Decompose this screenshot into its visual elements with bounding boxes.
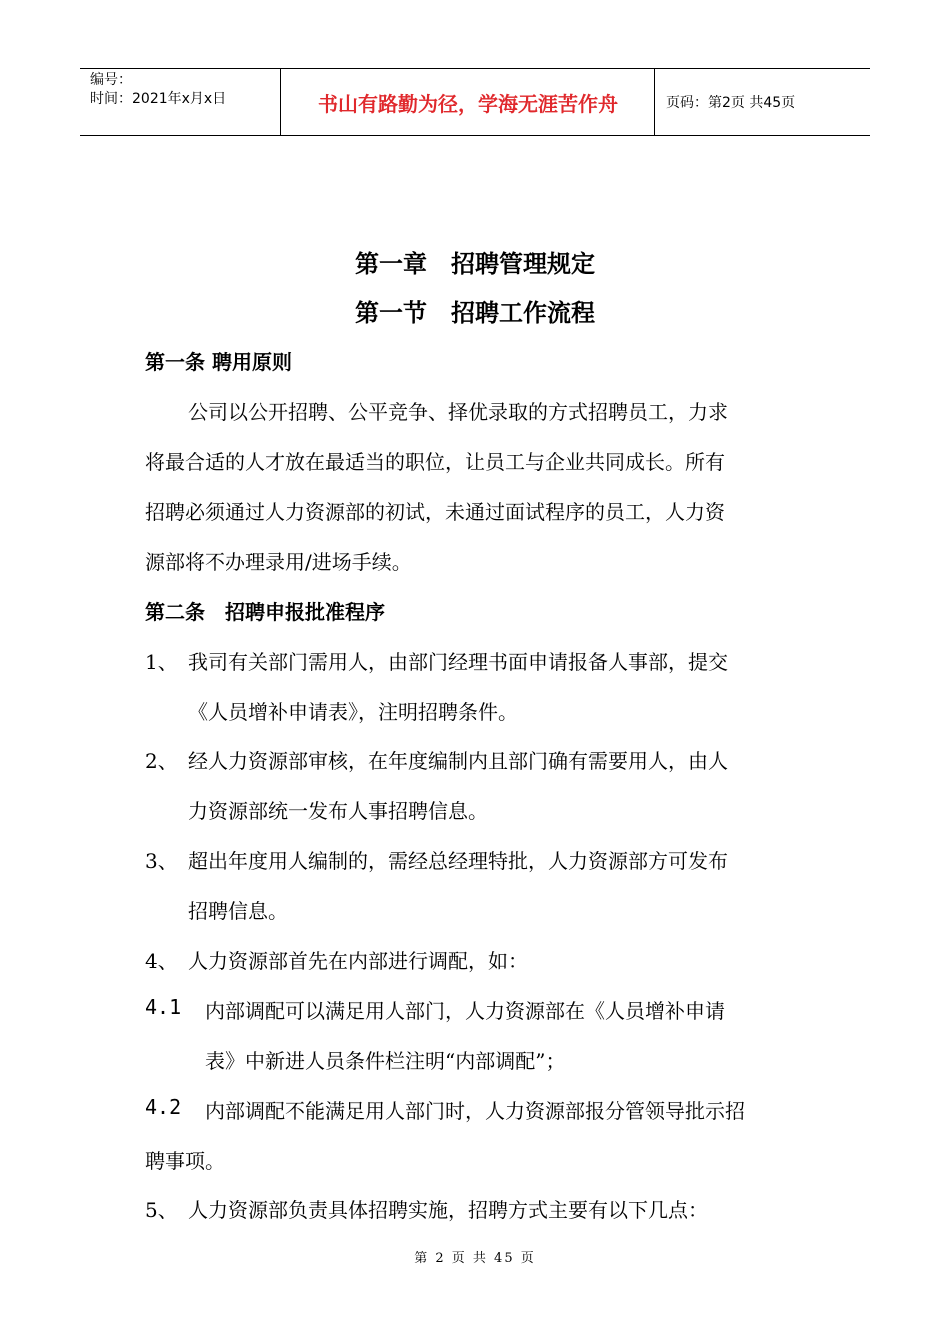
- list-item-number: 4、: [145, 949, 178, 973]
- article-1-heading: 第一条 聘用原则: [145, 350, 292, 374]
- list-item-text: 超出年度用人编制的，需经总经理特批，人力资源部方可发布: [188, 849, 728, 873]
- list-item-number: 3、: [145, 849, 178, 873]
- list-item-number: 2、: [145, 749, 178, 773]
- list-subitem-text: 内部调配可以满足用人部门，人力资源部在《人员增补申请: [205, 999, 725, 1023]
- list-item-text: 招聘信息。: [188, 899, 288, 923]
- list-subitem-number: 4.2: [145, 1095, 182, 1119]
- article-1-paragraph-line: 将最合适的人才放在最适当的职位，让员工与企业共同成长。所有: [145, 450, 725, 474]
- article-1-paragraph-line: 公司以公开招聘、公平竞争、择优录取的方式招聘员工，力求: [188, 400, 728, 424]
- document-number-label: 编号：: [90, 72, 132, 88]
- list-subitem-text: 内部调配不能满足用人部门时，人力资源部报分管领导批示招: [205, 1099, 745, 1123]
- list-item-text: 人力资源部首先在内部进行调配，如：: [188, 949, 528, 973]
- list-subitem-text: 聘事项。: [145, 1149, 225, 1173]
- page-header: [80, 68, 870, 136]
- chapter-title: 第一章 招聘管理规定: [355, 249, 595, 278]
- page-footer: 第 2 页 共 45 页: [414, 1251, 536, 1266]
- list-subitem-number: 4.1: [145, 995, 182, 1019]
- list-item-text: 力资源部统一发布人事招聘信息。: [188, 799, 488, 823]
- article-1-paragraph-line: 源部将不办理录用/进场手续。: [145, 550, 412, 574]
- article-2-heading: 第二条 招聘申报批准程序: [145, 600, 385, 624]
- header-page-info: 页码：第2页 共45页: [666, 95, 796, 111]
- document-time-label: 时间：2021年x月x日: [90, 91, 227, 107]
- list-subitem-text: 表》中新进人员条件栏注明“内部调配”；: [205, 1049, 566, 1073]
- list-item-text: 我司有关部门需用人，由部门经理书面申请报备人事部，提交: [188, 650, 728, 674]
- list-item-number: 5、: [145, 1198, 178, 1222]
- header-meta: [80, 69, 281, 135]
- header-motto: 书山有路勤为径，学海无涯苦作舟: [282, 69, 655, 135]
- list-item-text: 经人力资源部审核，在年度编制内且部门确有需要用人，由人: [188, 749, 728, 773]
- list-item-number: 1、: [145, 650, 178, 674]
- list-item-text: 《人员增补申请表》，注明招聘条件。: [188, 700, 518, 724]
- article-1-paragraph-line: 招聘必须通过人力资源部的初试，未通过面试程序的员工，人力资: [145, 500, 725, 524]
- list-item-text: 人力资源部负责具体招聘实施，招聘方式主要有以下几点：: [188, 1198, 708, 1222]
- section-title: 第一节 招聘工作流程: [355, 298, 595, 327]
